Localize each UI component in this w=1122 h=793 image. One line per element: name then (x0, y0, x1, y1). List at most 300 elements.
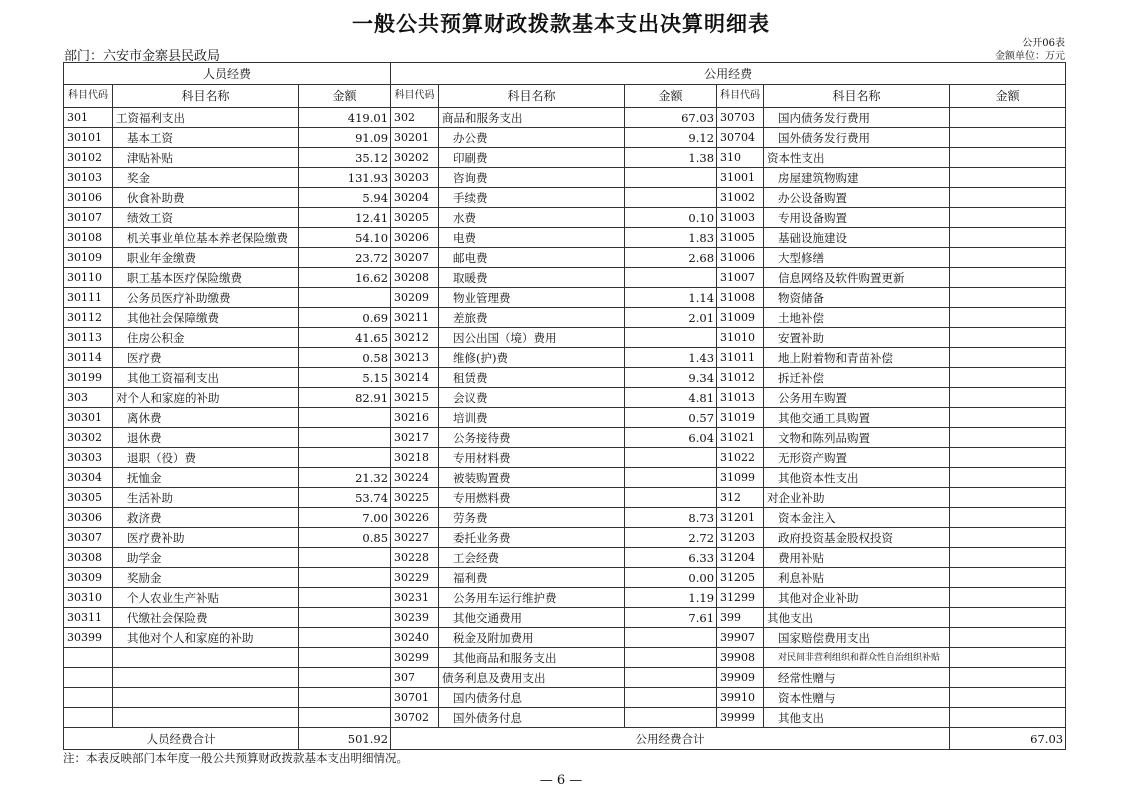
subject-code: 31008 (717, 288, 764, 308)
subject-code: 30103 (64, 168, 113, 188)
subject-code: 31299 (717, 588, 764, 608)
amount-value (950, 708, 1066, 728)
subject-code: 30701 (391, 688, 439, 708)
subject-name: 取暖费 (439, 268, 625, 288)
subject-code: 31011 (717, 348, 764, 368)
amount-value: 8.73 (625, 508, 717, 528)
amount-value (950, 148, 1066, 168)
amount-value: 0.10 (625, 208, 717, 228)
subject-code: 302 (391, 108, 439, 128)
subject-name: 土地补偿 (764, 308, 950, 328)
table-row (64, 288, 1066, 308)
column-header-row (64, 85, 1066, 108)
subject-code: 30204 (391, 188, 439, 208)
subject-name: 电费 (439, 228, 625, 248)
subject-code: 31006 (717, 248, 764, 268)
subject-name: 退休费 (113, 428, 299, 448)
subject-name: 费用补贴 (764, 548, 950, 568)
public-total-label: 公用经费合计 (391, 728, 950, 750)
table-row (64, 388, 1066, 408)
subject-code: 30112 (64, 308, 113, 328)
amount-value: 35.12 (299, 148, 391, 168)
table-row (64, 608, 1066, 628)
subject-code: 30202 (391, 148, 439, 168)
amount-value: 6.04 (625, 428, 717, 448)
table-row (64, 368, 1066, 388)
amount-value (625, 648, 717, 668)
amount-value (950, 508, 1066, 528)
amount-value (950, 168, 1066, 188)
amount-value (625, 188, 717, 208)
subject-name: 因公出国（境）费用 (439, 328, 625, 348)
subject-name: 抚恤金 (113, 468, 299, 488)
subject-name: 基础设施建设 (764, 228, 950, 248)
subject-code: 30231 (391, 588, 439, 608)
amount-value (299, 408, 391, 428)
subject-name: 机关事业单位基本养老保险缴费 (113, 228, 299, 248)
amount-value: 0.85 (299, 528, 391, 548)
subject-code: 39999 (717, 708, 764, 728)
subject-code: 30306 (64, 508, 113, 528)
amount-value: 16.62 (299, 268, 391, 288)
amount-value (950, 388, 1066, 408)
amount-value (625, 448, 717, 468)
subject-name: 水费 (439, 208, 625, 228)
subject-name: 被装购置费 (439, 468, 625, 488)
amount-value (299, 608, 391, 628)
subject-code: 39907 (717, 628, 764, 648)
subject-code: 31203 (717, 528, 764, 548)
unit-label: 金额单位：万元 (995, 51, 1065, 62)
header-name: 科目名称 (439, 85, 625, 108)
amount-value (625, 688, 717, 708)
table-row (64, 248, 1066, 268)
subject-name: 其他商品和服务支出 (439, 648, 625, 668)
subject-name: 债务利息及费用支出 (439, 668, 625, 688)
subject-name: 政府投资基金股权投资 (764, 528, 950, 548)
amount-value (950, 628, 1066, 648)
subject-name: 工资福利支出 (113, 108, 299, 128)
section-personnel: 人员经费 (64, 63, 391, 85)
subject-name: 拆迁补偿 (764, 368, 950, 388)
subject-code: 30114 (64, 348, 113, 368)
subject-code: 312 (717, 488, 764, 508)
page-number: — 6 — (539, 773, 583, 788)
subject-code: 31013 (717, 388, 764, 408)
table-row (64, 488, 1066, 508)
subject-name: 咨询费 (439, 168, 625, 188)
subject-name: 其他工资福利支出 (113, 368, 299, 388)
subject-name: 其他支出 (764, 608, 950, 628)
amount-value (950, 468, 1066, 488)
amount-value (950, 268, 1066, 288)
amount-value: 1.14 (625, 288, 717, 308)
subject-name: 基本工资 (113, 128, 299, 148)
subject-name: 国外债务发行费用 (764, 128, 950, 148)
amount-value (299, 708, 391, 728)
subject-name: 国外债务付息 (439, 708, 625, 728)
subject-code: 310 (717, 148, 764, 168)
subject-code: 31204 (717, 548, 764, 568)
amount-value: 1.38 (625, 148, 717, 168)
subject-name: 职工基本医疗保险缴费 (113, 268, 299, 288)
subject-code: 30216 (391, 408, 439, 428)
amount-value (625, 488, 717, 508)
subject-code: 30225 (391, 488, 439, 508)
footnote: 注：本表反映部门本年度一般公共预算财政拨款基本支出明细情况。 (63, 751, 408, 765)
subject-name: 公务用车购置 (764, 388, 950, 408)
amount-value (625, 668, 717, 688)
subject-code: 31201 (717, 508, 764, 528)
subject-name: 印刷费 (439, 148, 625, 168)
amount-value: 1.19 (625, 588, 717, 608)
subject-code: 30303 (64, 448, 113, 468)
subject-code (64, 668, 113, 688)
subject-name: 资本金注入 (764, 508, 950, 528)
table-row (64, 708, 1066, 728)
table-row (64, 628, 1066, 648)
subject-code: 30224 (391, 468, 439, 488)
table-row (64, 588, 1066, 608)
table-row (64, 328, 1066, 348)
subject-code: 307 (391, 668, 439, 688)
subject-name: 伙食补助费 (113, 188, 299, 208)
subject-code: 30212 (391, 328, 439, 348)
subject-name (113, 668, 299, 688)
subject-code: 31005 (717, 228, 764, 248)
subject-name: 办公设备购置 (764, 188, 950, 208)
amount-value (950, 348, 1066, 368)
subject-name: 医疗费 (113, 348, 299, 368)
header-amount: 金额 (625, 85, 717, 108)
table-row (64, 108, 1066, 128)
subject-code: 31205 (717, 568, 764, 588)
amount-value (299, 568, 391, 588)
subject-code: 30199 (64, 368, 113, 388)
section-public: 公用经费 (391, 63, 1066, 85)
subject-name: 办公费 (439, 128, 625, 148)
amount-value: 5.15 (299, 368, 391, 388)
subject-name: 租赁费 (439, 368, 625, 388)
amount-value: 2.68 (625, 248, 717, 268)
subject-code: 31007 (717, 268, 764, 288)
subject-name: 信息网络及软件购置更新 (764, 268, 950, 288)
subject-name (113, 648, 299, 668)
subject-code: 30229 (391, 568, 439, 588)
subject-name: 委托业务费 (439, 528, 625, 548)
subject-code: 30310 (64, 588, 113, 608)
subject-code (64, 648, 113, 668)
amount-value: 82.91 (299, 388, 391, 408)
subject-code: 31009 (717, 308, 764, 328)
amount-value: 12.41 (299, 208, 391, 228)
subject-code: 30209 (391, 288, 439, 308)
amount-value (299, 288, 391, 308)
subject-name: 无形资产购置 (764, 448, 950, 468)
subject-code: 31021 (717, 428, 764, 448)
subject-code: 30106 (64, 188, 113, 208)
amount-value (950, 608, 1066, 628)
amount-value: 6.33 (625, 548, 717, 568)
amount-value (950, 208, 1066, 228)
subject-name: 其他对企业补助 (764, 588, 950, 608)
subject-code: 30113 (64, 328, 113, 348)
amount-value: 131.93 (299, 168, 391, 188)
table-row (64, 428, 1066, 448)
amount-value (950, 568, 1066, 588)
subject-code: 30214 (391, 368, 439, 388)
personnel-total-label: 人员经费合计 (64, 728, 299, 750)
subject-code: 31099 (717, 468, 764, 488)
subject-name: 资本性支出 (764, 148, 950, 168)
amount-value (625, 328, 717, 348)
subject-name: 专用设备购置 (764, 208, 950, 228)
subject-name: 住房公积金 (113, 328, 299, 348)
form-number: 公开06表 (1022, 38, 1065, 49)
subject-name: 奖金 (113, 168, 299, 188)
amount-value (299, 688, 391, 708)
subject-code: 30108 (64, 228, 113, 248)
subject-name: 个人农业生产补贴 (113, 588, 299, 608)
subject-name: 维修(护)费 (439, 348, 625, 368)
subject-code: 30311 (64, 608, 113, 628)
expenditure-table (63, 62, 1066, 750)
table-row (64, 208, 1066, 228)
amount-value (950, 128, 1066, 148)
subject-name: 其他交通工具购置 (764, 408, 950, 428)
subject-name: 专用材料费 (439, 448, 625, 468)
personnel-total-amount: 501.92 (299, 728, 391, 750)
subject-code: 30110 (64, 268, 113, 288)
amount-value: 67.03 (625, 108, 717, 128)
amount-value (950, 328, 1066, 348)
amount-value: 53.74 (299, 488, 391, 508)
amount-value: 2.01 (625, 308, 717, 328)
subject-name: 会议费 (439, 388, 625, 408)
subject-code: 31022 (717, 448, 764, 468)
table-row (64, 688, 1066, 708)
subject-name: 福利费 (439, 568, 625, 588)
table-row (64, 348, 1066, 368)
subject-code: 31001 (717, 168, 764, 188)
subject-name: 房屋建筑物购建 (764, 168, 950, 188)
subject-code: 31012 (717, 368, 764, 388)
amount-value: 54.10 (299, 228, 391, 248)
subject-name: 国内债务付息 (439, 688, 625, 708)
subject-code: 30102 (64, 148, 113, 168)
header-code: 科目代码 (64, 85, 113, 108)
amount-value (950, 288, 1066, 308)
amount-value (625, 268, 717, 288)
subject-name: 职业年金缴费 (113, 248, 299, 268)
amount-value (950, 108, 1066, 128)
amount-value (950, 368, 1066, 388)
amount-value (950, 428, 1066, 448)
header-amount: 金额 (950, 85, 1066, 108)
subject-name: 劳务费 (439, 508, 625, 528)
amount-value (950, 548, 1066, 568)
table-row (64, 448, 1066, 468)
amount-value (625, 168, 717, 188)
amount-value: 9.34 (625, 368, 717, 388)
table-row (64, 548, 1066, 568)
table-row (64, 168, 1066, 188)
subject-code: 30205 (391, 208, 439, 228)
table-row (64, 128, 1066, 148)
subject-name: 税金及附加费用 (439, 628, 625, 648)
subject-code: 30309 (64, 568, 113, 588)
subject-code: 30208 (391, 268, 439, 288)
amount-value: 7.61 (625, 608, 717, 628)
subject-name: 对企业补助 (764, 488, 950, 508)
subject-code: 30399 (64, 628, 113, 648)
subject-name: 其他交通费用 (439, 608, 625, 628)
amount-value (625, 628, 717, 648)
subject-name: 公务用车运行维护费 (439, 588, 625, 608)
table-row (64, 188, 1066, 208)
subject-name: 商品和服务支出 (439, 108, 625, 128)
table-row (64, 568, 1066, 588)
subject-name: 其他资本性支出 (764, 468, 950, 488)
public-total-amount: 67.03 (950, 728, 1066, 750)
subject-name: 物资储备 (764, 288, 950, 308)
amount-value: 2.72 (625, 528, 717, 548)
amount-value (625, 708, 717, 728)
amount-value (625, 468, 717, 488)
subject-name: 津贴补贴 (113, 148, 299, 168)
amount-value: 5.94 (299, 188, 391, 208)
header-name: 科目名称 (764, 85, 950, 108)
amount-value: 9.12 (625, 128, 717, 148)
amount-value: 0.57 (625, 408, 717, 428)
subject-name: 救济费 (113, 508, 299, 528)
subject-name: 奖励金 (113, 568, 299, 588)
amount-value: 419.01 (299, 108, 391, 128)
subject-name: 国内债务发行费用 (764, 108, 950, 128)
subject-name: 医疗费补助 (113, 528, 299, 548)
subject-name: 大型修缮 (764, 248, 950, 268)
amount-value (299, 628, 391, 648)
section-header-row (64, 63, 1066, 85)
amount-value (950, 648, 1066, 668)
subject-code: 31002 (717, 188, 764, 208)
total-row (64, 728, 1066, 750)
subject-name: 公务员医疗补助缴费 (113, 288, 299, 308)
subject-name: 安置补助 (764, 328, 950, 348)
header-code: 科目代码 (391, 85, 439, 108)
subject-code: 30703 (717, 108, 764, 128)
subject-code: 30302 (64, 428, 113, 448)
subject-name: 地上附着物和青苗补偿 (764, 348, 950, 368)
amount-value (299, 648, 391, 668)
amount-value: 0.69 (299, 308, 391, 328)
page-title: 一般公共预算财政拨款基本支出决算明细表 (352, 12, 770, 36)
amount-value: 4.81 (625, 388, 717, 408)
subject-code: 30227 (391, 528, 439, 548)
table-row (64, 468, 1066, 488)
subject-code: 30109 (64, 248, 113, 268)
table-row (64, 148, 1066, 168)
subject-code: 30111 (64, 288, 113, 308)
department-label: 部门：六安市金寨县民政局 (64, 49, 221, 64)
subject-code: 30203 (391, 168, 439, 188)
subject-name: 经常性赠与 (764, 668, 950, 688)
subject-name: 公务接待费 (439, 428, 625, 448)
subject-code: 30215 (391, 388, 439, 408)
amount-value (950, 188, 1066, 208)
table-row (64, 268, 1066, 288)
table-row (64, 308, 1066, 328)
amount-value (950, 408, 1066, 428)
subject-code: 30240 (391, 628, 439, 648)
subject-code: 31019 (717, 408, 764, 428)
subject-code: 39908 (717, 648, 764, 668)
subject-code: 30226 (391, 508, 439, 528)
amount-value (950, 308, 1066, 328)
subject-code: 30301 (64, 408, 113, 428)
amount-value: 7.00 (299, 508, 391, 528)
amount-value: 23.72 (299, 248, 391, 268)
subject-code: 30704 (717, 128, 764, 148)
table-row (64, 408, 1066, 428)
subject-name: 代缴社会保险费 (113, 608, 299, 628)
subject-name: 利息补贴 (764, 568, 950, 588)
table-row (64, 508, 1066, 528)
header-name: 科目名称 (113, 85, 299, 108)
table-row (64, 648, 1066, 668)
table-row (64, 528, 1066, 548)
subject-code: 301 (64, 108, 113, 128)
amount-value (950, 448, 1066, 468)
subject-name: 国家赔偿费用支出 (764, 628, 950, 648)
subject-code: 30213 (391, 348, 439, 368)
subject-name: 文物和陈列品购置 (764, 428, 950, 448)
subject-name: 手续费 (439, 188, 625, 208)
subject-name: 工会经费 (439, 548, 625, 568)
subject-name: 物业管理费 (439, 288, 625, 308)
subject-code: 30228 (391, 548, 439, 568)
amount-value: 91.09 (299, 128, 391, 148)
table-row (64, 228, 1066, 248)
header-amount: 金额 (299, 85, 391, 108)
subject-name: 资本性赠与 (764, 688, 950, 708)
subject-code: 30217 (391, 428, 439, 448)
subject-code: 30218 (391, 448, 439, 468)
subject-name: 其他社会保障缴费 (113, 308, 299, 328)
subject-code: 39910 (717, 688, 764, 708)
subject-code: 30305 (64, 488, 113, 508)
amount-value (950, 688, 1066, 708)
subject-code: 30206 (391, 228, 439, 248)
subject-name: 绩效工资 (113, 208, 299, 228)
subject-name: 专用燃料费 (439, 488, 625, 508)
table-row (64, 668, 1066, 688)
subject-code: 31010 (717, 328, 764, 348)
subject-code: 30308 (64, 548, 113, 568)
amount-value (299, 588, 391, 608)
subject-name: 其他支出 (764, 708, 950, 728)
subject-name: 差旅费 (439, 308, 625, 328)
amount-value: 1.83 (625, 228, 717, 248)
amount-value (950, 588, 1066, 608)
subject-code: 30211 (391, 308, 439, 328)
subject-code: 30702 (391, 708, 439, 728)
subject-code: 30201 (391, 128, 439, 148)
subject-name (113, 688, 299, 708)
amount-value (299, 448, 391, 468)
subject-code (64, 688, 113, 708)
amount-value (950, 528, 1066, 548)
